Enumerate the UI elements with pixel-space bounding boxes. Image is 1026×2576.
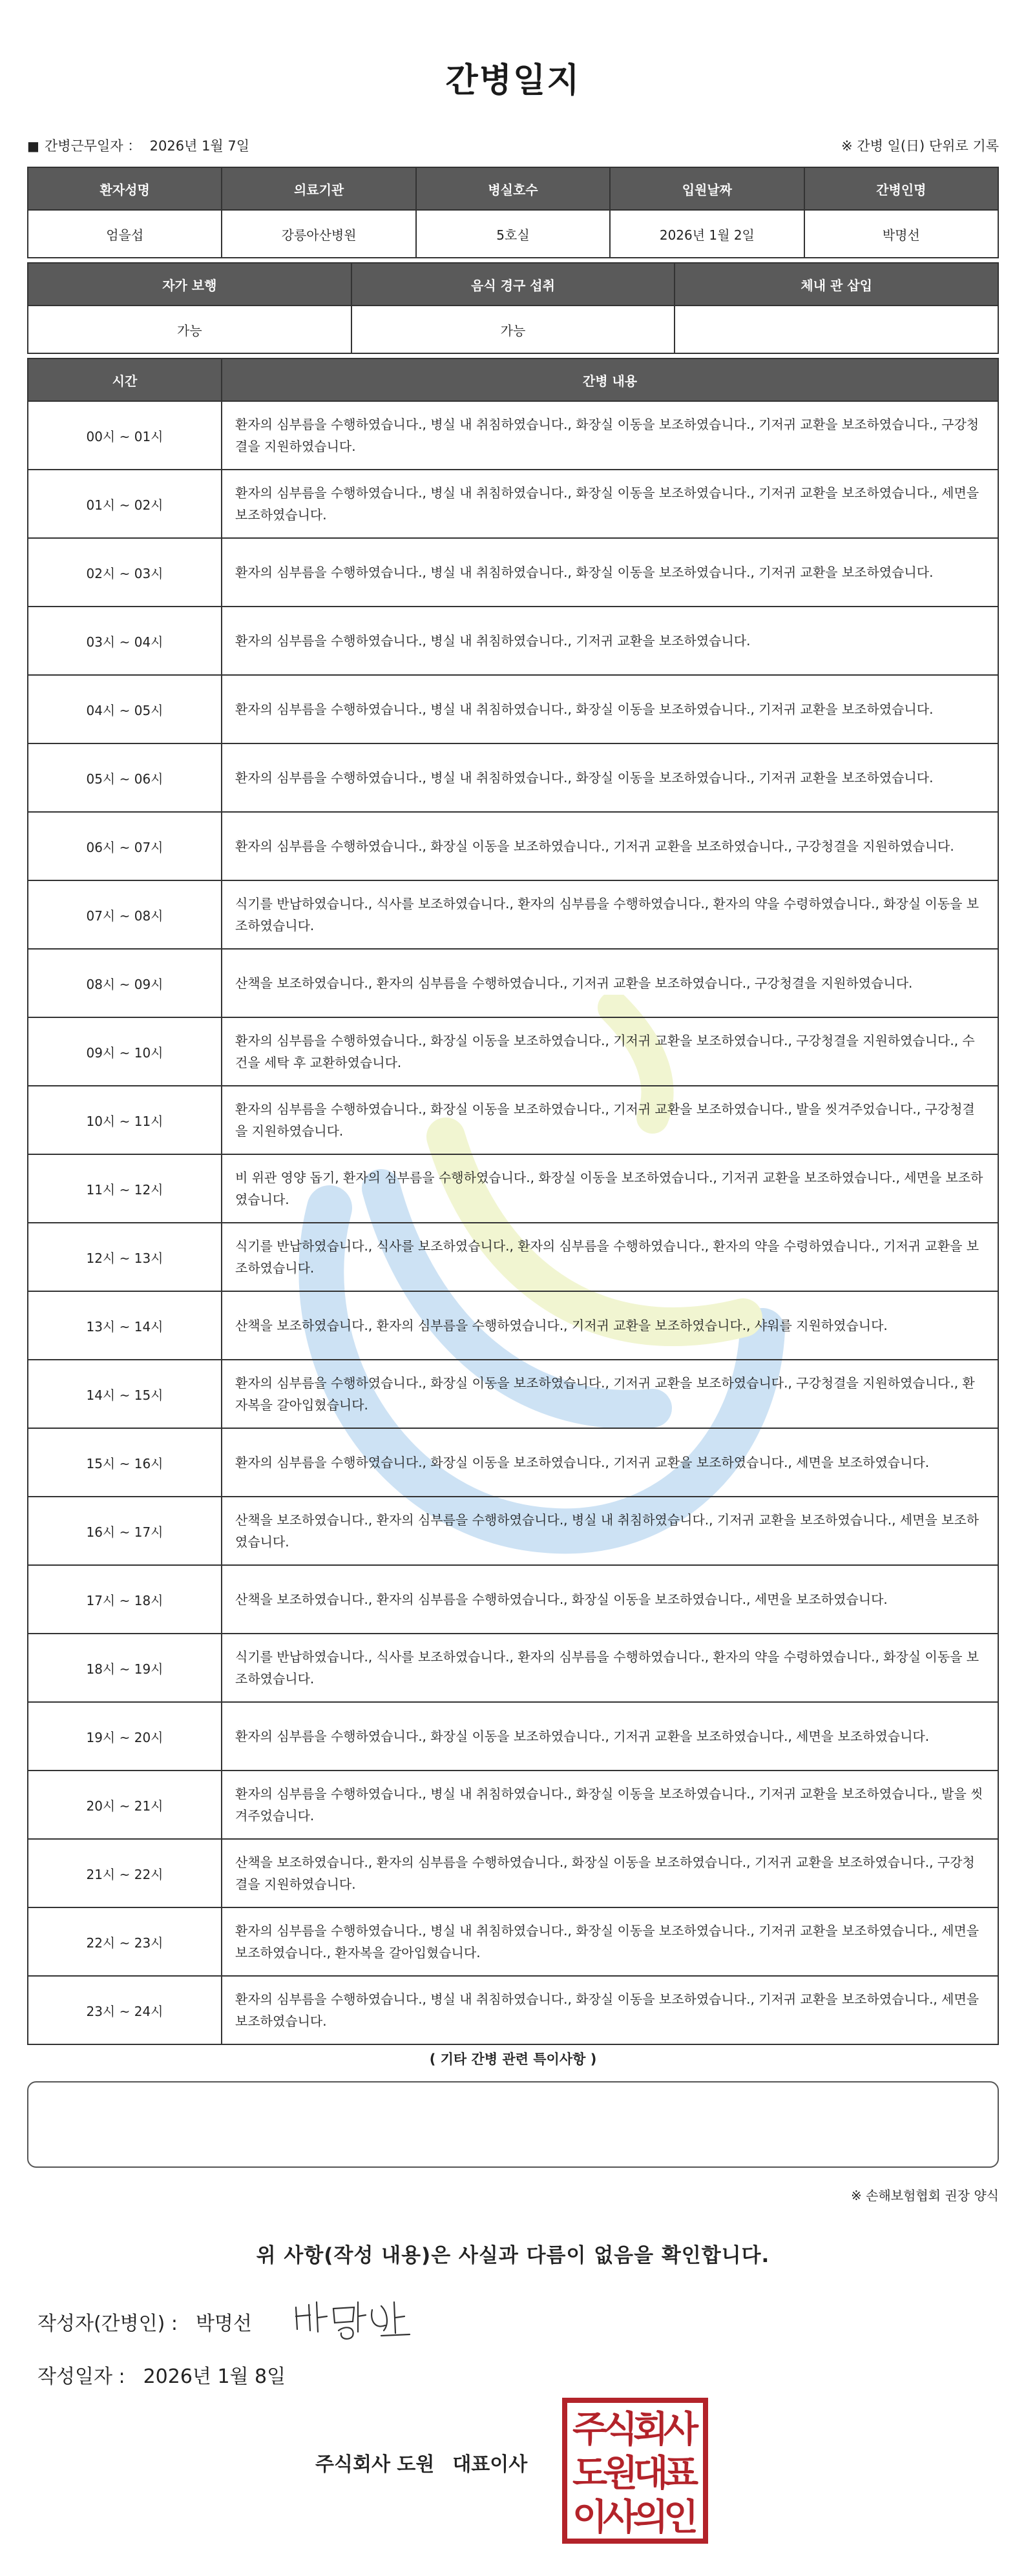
row-time: 07시 ~ 08시 — [28, 880, 222, 949]
header-oral-intake: 음식 경구 섭취 — [351, 263, 675, 306]
caregiver-name: 박명선 — [804, 210, 998, 258]
row-content: 산책을 보조하였습니다., 환자의 심부름을 수행하였습니다., 병실 내 취침하였습니다., 기저귀 교환을 보조하였습니다., 세면을 보조하였습니다. — [222, 1497, 998, 1565]
row-time: 15시 ~ 16시 — [28, 1428, 222, 1497]
written-date-value: 2026년 1월 8일 — [143, 2365, 286, 2388]
room-number: 5호실 — [416, 210, 610, 258]
notes-title: ( 기타 간병 관련 특이사항 ) — [429, 2051, 597, 2067]
svg-text:사: 사 — [602, 2497, 638, 2539]
row-time: 12시 ~ 13시 — [28, 1223, 222, 1291]
svg-text:회: 회 — [633, 2409, 669, 2451]
svg-text:식: 식 — [602, 2409, 638, 2451]
row-content: 환자의 심부름을 수행하였습니다., 병실 내 취침하였습니다., 화장실 이동을 보조하였습니다., 기저귀 교환을 보조하였습니다., 발을 씻겨주었습니다. — [222, 1771, 998, 1839]
row-time: 02시 ~ 03시 — [28, 538, 222, 607]
patient-name: 엄을섭 — [28, 210, 222, 258]
table-row — [28, 1907, 998, 1976]
notes-box — [27, 2081, 999, 2168]
table-row — [28, 1976, 998, 2044]
row-content: 환자의 심부름을 수행하였습니다., 화장실 이동을 보조하였습니다., 기저귀 교환을 보조하였습니다., 구강청결을 지원하였습니다. — [222, 812, 998, 880]
written-date-line — [37, 2360, 286, 2389]
row-time: 21시 ~ 22시 — [28, 1839, 222, 1907]
table-row — [28, 1634, 998, 1702]
svg-text:도: 도 — [572, 2453, 608, 2495]
row-content: 산책을 보조하였습니다., 환자의 심부름을 수행하였습니다., 화장실 이동을 보조하였습니다., 세면을 보조하였습니다. — [222, 1565, 998, 1634]
row-content: 환자의 심부름을 수행하였습니다., 화장실 이동을 보조하였습니다., 기저귀 교환을 보조하였습니다., 발을 씻겨주었습니다., 구강청결을 지원하였습니다. — [222, 1086, 998, 1154]
table-row — [28, 675, 998, 743]
company-name: 주식회사 도원 — [315, 2453, 435, 2476]
row-content: 환자의 심부름을 수행하였습니다., 화장실 이동을 보조하였습니다., 기저귀 교환을 보조하였습니다., 세면을 보조하였습니다. — [222, 1428, 998, 1497]
table-row — [28, 1702, 998, 1771]
admission-date: 2026년 1월 2일 — [610, 210, 804, 258]
tube-value — [675, 306, 998, 353]
row-time: 11시 ~ 12시 — [28, 1154, 222, 1223]
row-content: 식기를 반납하였습니다., 식사를 보조하였습니다., 환자의 심부름을 수행하였습니다., 환자의 약을 수령하였습니다., 화장실 이동을 보조하였습니다. — [222, 880, 998, 949]
care-log-table — [27, 358, 999, 2045]
row-time: 23시 ~ 24시 — [28, 1976, 222, 2044]
table-row — [28, 1771, 998, 1839]
page-title: 간병일지 — [445, 61, 581, 100]
writer-line — [37, 2307, 252, 2336]
row-time: 16시 ~ 17시 — [28, 1497, 222, 1565]
header-care-content: 간병 내용 — [222, 358, 998, 401]
header-walking: 자가 보행 — [28, 263, 351, 306]
row-content: 환자의 심부름을 수행하였습니다., 병실 내 취침하였습니다., 화장실 이동을 보조하였습니다., 기저귀 교환을 보조하였습니다. — [222, 675, 998, 743]
svg-text:주: 주 — [572, 2409, 608, 2451]
confirm-statement: 위 사항(작성 내용)은 사실과 다름이 없음을 확인합니다. — [256, 2244, 770, 2267]
svg-text:인: 인 — [663, 2497, 699, 2539]
row-content: 환자의 심부름을 수행하였습니다., 화장실 이동을 보조하였습니다., 기저귀 교환을 보조하였습니다., 구강청결을 지원하였습니다., 수건을 세탁 후 교환하였습니다. — [222, 1017, 998, 1086]
recommend-note: ※ 손해보험협회 권장 양식 — [850, 2188, 999, 2203]
table-row — [28, 949, 998, 1017]
square-bullet-icon: ■ — [27, 138, 39, 154]
table-row — [28, 607, 998, 675]
row-content: 환자의 심부름을 수행하였습니다., 화장실 이동을 보조하였습니다., 기저귀 교환을 보조하였습니다., 세면을 보조하였습니다. — [222, 1702, 998, 1771]
table-row — [28, 1017, 998, 1086]
work-date — [27, 136, 249, 155]
ceo-title: 대표이사 — [452, 2453, 528, 2476]
row-time: 20시 ~ 21시 — [28, 1771, 222, 1839]
row-time: 08시 ~ 09시 — [28, 949, 222, 1017]
svg-text:의: 의 — [633, 2497, 669, 2539]
company-seal — [561, 2396, 709, 2545]
writer-label: 작성자(간병인) : — [37, 2312, 178, 2335]
hospital-name: 강릉아산병원 — [222, 210, 415, 258]
work-date-label: 간병근무일자 ： — [44, 138, 141, 154]
table-row — [28, 1223, 998, 1291]
table-row — [28, 743, 998, 812]
table-row — [28, 1565, 998, 1634]
header-room: 병실호수 — [416, 167, 610, 210]
row-content: 식기를 반납하였습니다., 식사를 보조하였습니다., 환자의 심부름을 수행하였습니다., 환자의 약을 수령하였습니다., 화장실 이동을 보조하였습니다. — [222, 1634, 998, 1702]
patient-info-table — [27, 167, 999, 258]
table-row — [28, 1086, 998, 1154]
row-content: 환자의 심부름을 수행하였습니다., 화장실 이동을 보조하였습니다., 기저귀 교환을 보조하였습니다., 구강청결을 지원하였습니다., 환자복을 갈아입혔습니다. — [222, 1360, 998, 1428]
header-tube: 체내 관 삽입 — [675, 263, 998, 306]
written-date-label: 작성일자 : — [37, 2365, 125, 2388]
row-time: 03시 ~ 04시 — [28, 607, 222, 675]
svg-text:대: 대 — [633, 2453, 669, 2495]
row-time: 00시 ~ 01시 — [28, 401, 222, 470]
row-content: 환자의 심부름을 수행하였습니다., 병실 내 취침하였습니다., 화장실 이동을 보조하였습니다., 기저귀 교환을 보조하였습니다. — [222, 743, 998, 812]
table-row — [28, 1360, 998, 1428]
walking-value: 가능 — [28, 306, 351, 353]
table-row — [28, 812, 998, 880]
row-content: 환자의 심부름을 수행하였습니다., 병실 내 취침하였습니다., 화장실 이동을 보조하였습니다., 기저귀 교환을 보조하였습니다., 세면을 보조하였습니다., 환자복을 갈아입혔습니다. — [222, 1907, 998, 1976]
row-time: 10시 ~ 11시 — [28, 1086, 222, 1154]
row-content: 산책을 보조하였습니다., 환자의 심부름을 수행하였습니다., 기저귀 교환을 보조하였습니다., 샤워를 지원하였습니다. — [222, 1291, 998, 1360]
header-admission-date: 입원날짜 — [610, 167, 804, 210]
row-time: 05시 ~ 06시 — [28, 743, 222, 812]
row-time: 22시 ~ 23시 — [28, 1907, 222, 1976]
row-time: 06시 ~ 07시 — [28, 812, 222, 880]
row-content: 환자의 심부름을 수행하였습니다., 병실 내 취침하였습니다., 화장실 이동을 보조하였습니다., 기저귀 교환을 보조하였습니다. — [222, 538, 998, 607]
row-content: 비 위관 영양 돕기, 환자의 심부름을 수행하였습니다., 화장실 이동을 보조하였습니다., 기저귀 교환을 보조하였습니다., 세면을 보조하였습니다. — [222, 1154, 998, 1223]
header-hospital: 의료기관 — [222, 167, 415, 210]
company-line — [315, 2448, 527, 2477]
table-row — [28, 470, 998, 538]
table-row — [28, 538, 998, 607]
row-content: 환자의 심부름을 수행하였습니다., 병실 내 취침하였습니다., 기저귀 교환을 보조하였습니다. — [222, 607, 998, 675]
table-row — [28, 1428, 998, 1497]
header-caregiver: 간병인명 — [804, 167, 998, 210]
handwritten-signature — [291, 2293, 420, 2347]
table-row — [28, 1154, 998, 1223]
row-content: 산책을 보조하였습니다., 환자의 심부름을 수행하였습니다., 화장실 이동을 보조하였습니다., 기저귀 교환을 보조하였습니다., 구강청결을 지원하였습니다. — [222, 1839, 998, 1907]
table-row — [28, 1839, 998, 1907]
svg-text:사: 사 — [663, 2409, 699, 2451]
row-time: 14시 ~ 15시 — [28, 1360, 222, 1428]
row-content: 환자의 심부름을 수행하였습니다., 병실 내 취침하였습니다., 화장실 이동을 보조하였습니다., 기저귀 교환을 보조하였습니다., 세면을 보조하였습니다. — [222, 1976, 998, 2044]
header-patient-name: 환자성명 — [28, 167, 222, 210]
row-time: 19시 ~ 20시 — [28, 1702, 222, 1771]
row-time: 09시 ~ 10시 — [28, 1017, 222, 1086]
row-time: 04시 ~ 05시 — [28, 675, 222, 743]
ability-table — [27, 262, 999, 354]
oral-intake-value: 가능 — [351, 306, 675, 353]
row-time: 17시 ~ 18시 — [28, 1565, 222, 1634]
work-date-value: 2026년 1월 7일 — [149, 138, 250, 154]
svg-text:원: 원 — [602, 2453, 638, 2495]
row-time: 13시 ~ 14시 — [28, 1291, 222, 1360]
writer-name: 박명선 — [195, 2312, 252, 2335]
row-content: 환자의 심부름을 수행하였습니다., 병실 내 취침하였습니다., 화장실 이동을 보조하였습니다., 기저귀 교환을 보조하였습니다., 세면을 보조하였습니다. — [222, 470, 998, 538]
table-row — [28, 1291, 998, 1360]
svg-text:이: 이 — [572, 2497, 608, 2539]
svg-text:표: 표 — [663, 2453, 699, 2495]
table-row — [28, 880, 998, 949]
row-time: 01시 ~ 02시 — [28, 470, 222, 538]
row-time: 18시 ~ 19시 — [28, 1634, 222, 1702]
table-row — [28, 1497, 998, 1565]
table-row — [28, 401, 998, 470]
row-content: 환자의 심부름을 수행하였습니다., 병실 내 취침하였습니다., 화장실 이동을 보조하였습니다., 기저귀 교환을 보조하였습니다., 구강청결을 지원하였습니다. — [222, 401, 998, 470]
row-content: 식기를 반납하였습니다., 식사를 보조하였습니다., 환자의 심부름을 수행하였습니다., 환자의 약을 수령하였습니다., 기저귀 교환을 보조하였습니다. — [222, 1223, 998, 1291]
unit-note: ※ 간병 일(日) 단위로 기록 — [841, 138, 999, 154]
row-content: 산책을 보조하였습니다., 환자의 심부름을 수행하였습니다., 기저귀 교환을 보조하였습니다., 구강청결을 지원하였습니다. — [222, 949, 998, 1017]
header-time: 시간 — [28, 358, 222, 401]
